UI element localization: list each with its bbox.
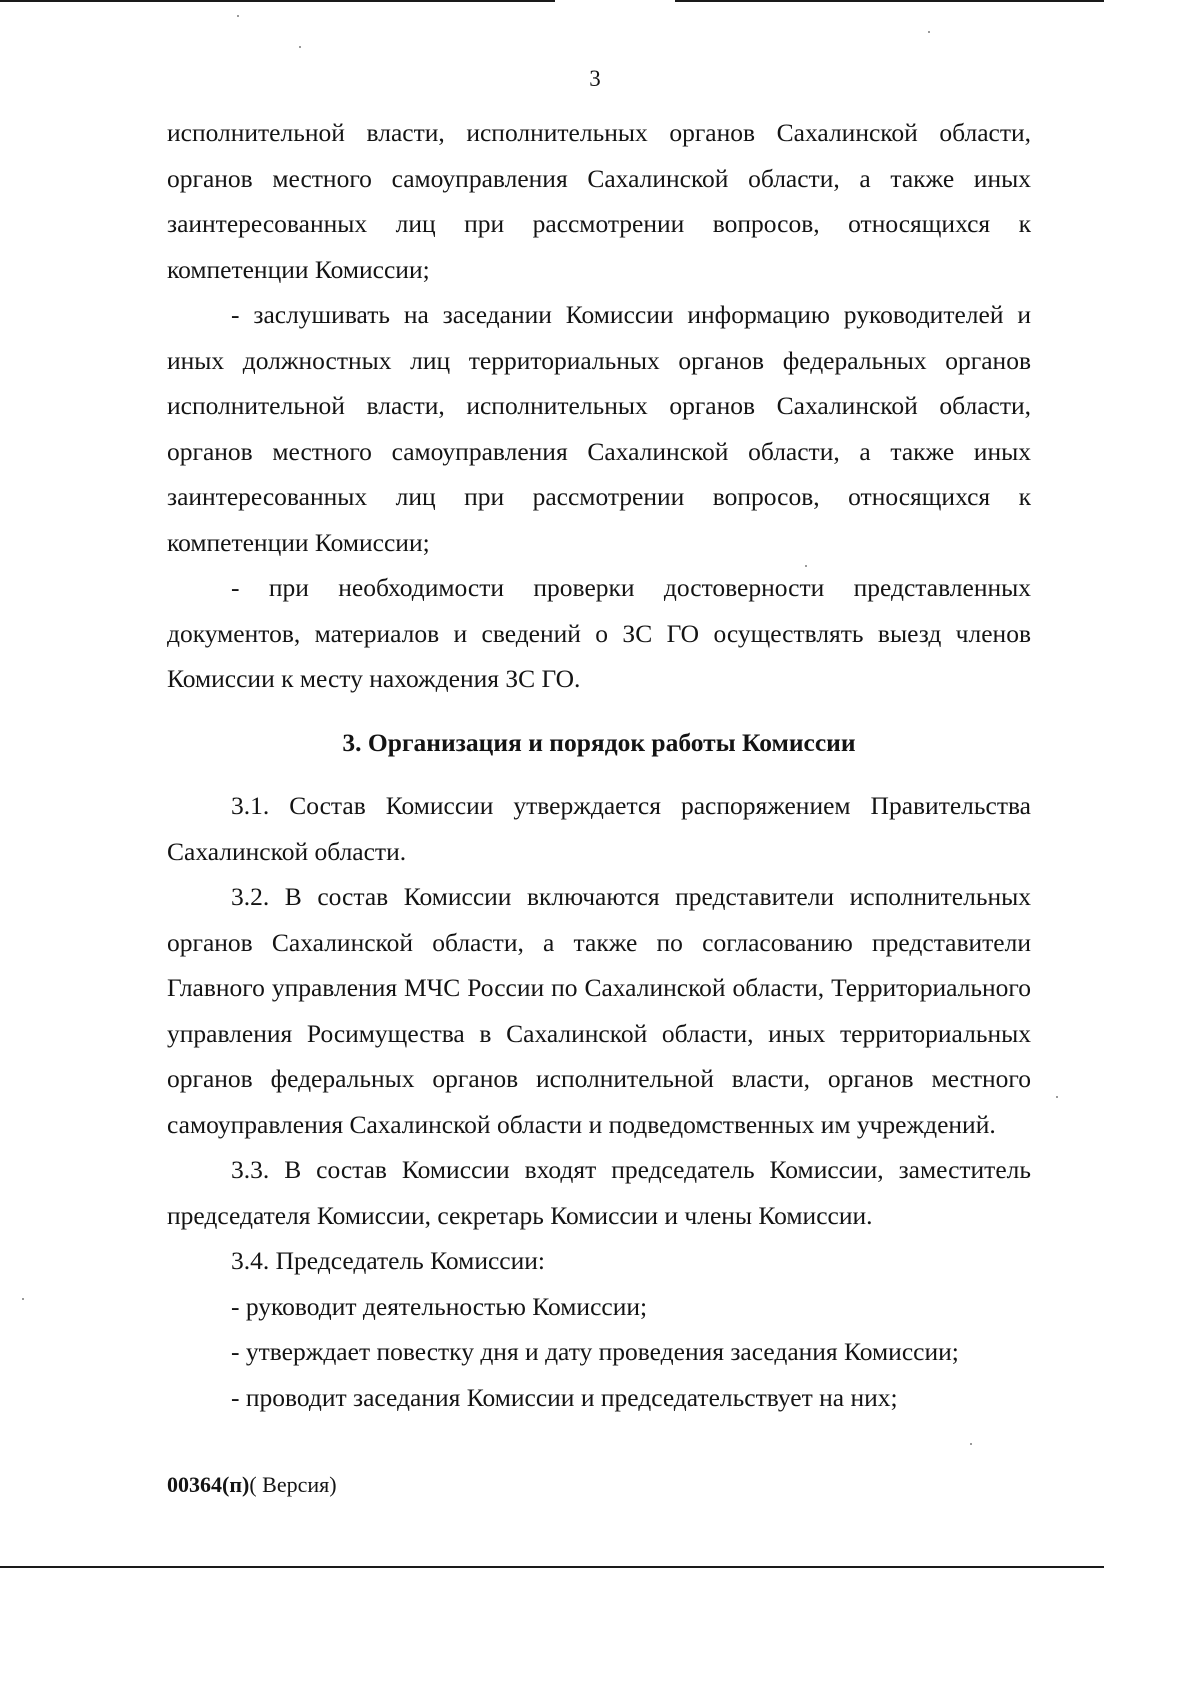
document-footer	[167, 1472, 337, 1498]
page-number: 3	[589, 66, 601, 91]
list-item-chair-duty-1: - руководит деятельностью Комиссии;	[231, 1291, 648, 1321]
paragraph-3-2: 3.2. В состав Комиссии включаются представители исполнительных органов Сахалинской области, а также по согласованию представители Главного управления МЧС России по Сахалинской области, Территориального управления Росимущества в Сахалинской области, иных территориальных органов федеральных органов исполнительной власти, органов местного самоуправления Сахалинской области и подведомственных им учреждений.	[167, 882, 1031, 1139]
scan-speck	[970, 1443, 972, 1445]
paragraph-site-visit: - при необходимости проверки достоверности представленных документов, материалов и сведений о ЗС ГО осуществлять выезд членов Комиссии к месту нахождения ЗС ГО.	[167, 573, 1031, 693]
bottom-edge-line	[0, 1566, 1104, 1568]
scan-speck	[1056, 1096, 1058, 1098]
paragraph-3-3: 3.3. В состав Комиссии входят председатель Комиссии, заместитель председателя Комиссии, секретарь Комиссии и члены Комиссии.	[167, 1155, 1031, 1230]
scan-speck	[928, 31, 930, 33]
document-code: 00364(п)	[167, 1472, 250, 1497]
section-heading: 3. Организация и порядок работы Комиссии	[342, 727, 856, 757]
top-edge-line-gap	[555, 0, 675, 3]
document-version: ( Версия)	[249, 1472, 337, 1497]
scan-speck	[22, 1298, 24, 1300]
document-body	[167, 110, 1031, 1420]
scan-speck	[805, 565, 807, 567]
top-edge-line	[0, 0, 1104, 2]
paragraph-continuation: исполнительной власти, исполнительных органов Сахалинской области, органов местного самоуправления Сахалинской области, а также иных заинтересованных лиц при рассмотрении вопросов, относящихся к компетенции Комиссии;	[167, 118, 1031, 284]
paragraph-hear-information: - заслушивать на заседании Комиссии информацию руководителей и иных должностных лиц территориальных органов федеральных органов исполнительной власти, исполнительных органов Сахалинской области, органов местного самоуправления Сахалинской области, а также иных заинтересованных лиц при рассмотрении вопросов, относящихся к компетенции Комиссии;	[167, 300, 1031, 557]
paragraph-3-1: 3.1. Состав Комиссии утверждается распоряжением Правительства Сахалинской области.	[167, 791, 1031, 866]
scan-speck	[237, 15, 239, 17]
scan-speck	[299, 46, 301, 48]
list-item-chair-duty-3: - проводит заседания Комиссии и председательствует на них;	[231, 1382, 898, 1412]
list-item-chair-duty-2: - утверждает повестку дня и дату проведения заседания Комиссии;	[231, 1337, 959, 1366]
paragraph-3-4: 3.4. Председатель Комиссии:	[231, 1246, 545, 1275]
